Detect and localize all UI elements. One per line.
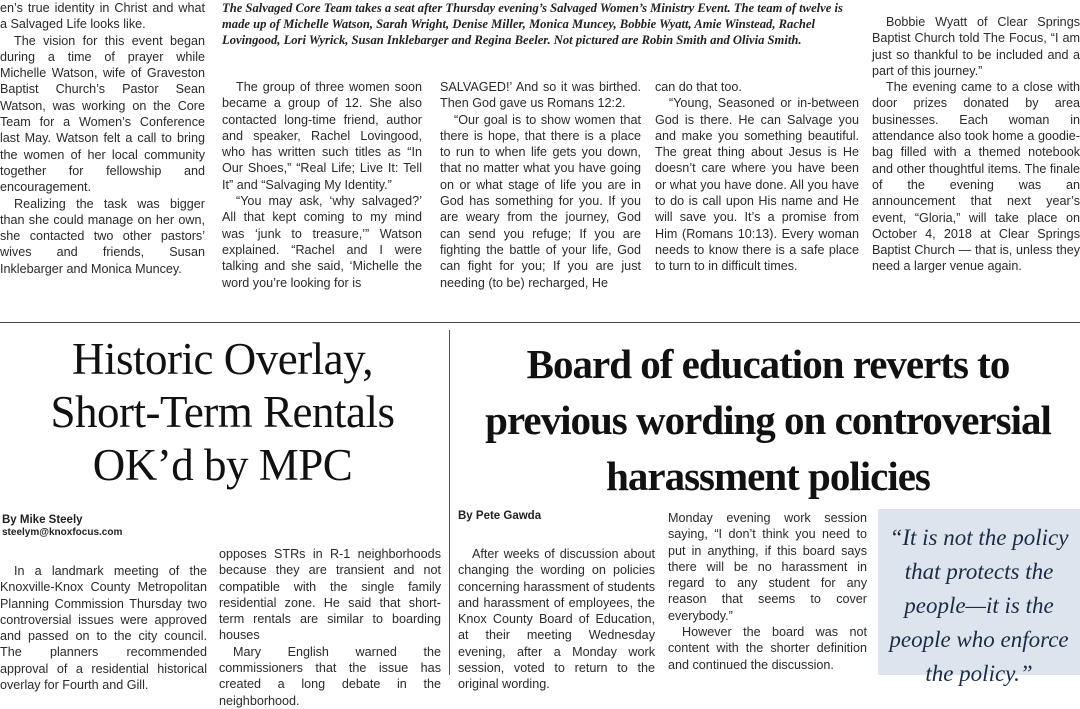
paragraph: The group of three women soon became a group of 12. She also contacted long-time friend, author and speaker, Rachel Lovingood, who has written such titles as “In Our Shoes,” “Real Life; Live It: Tell It” and “Salvaging My Identity.” xyxy=(222,80,422,192)
paragraph: “You may ask, ‘why salvaged?’ All that kept coming to my mind was ‘junk to treasure,’” Watson explained. “Rachel and I were talking and she said, ‘Michelle the word you’re looking for is xyxy=(222,194,422,290)
article2-column-2 xyxy=(668,510,867,675)
article2-column-1 xyxy=(458,546,655,692)
article-divider xyxy=(449,330,450,675)
headline-line: Short-Term Rentals xyxy=(50,387,395,437)
section-divider xyxy=(0,322,1080,323)
pull-quote: “It is not the policy that protects the people—it is the people who enforce the policy.” xyxy=(878,509,1080,675)
top-column-1 xyxy=(0,0,205,308)
top-column-5 xyxy=(872,14,1080,310)
article2-byline: By Pete Gawda xyxy=(458,510,542,522)
paragraph: opposes STRs in R-1 neighborhoods because they are transient and not compatible with the single family residential zone. He said that short-term rentals are similar to boarding houses xyxy=(219,547,441,643)
top-column-2 xyxy=(222,79,422,309)
paragraph: After weeks of discussion about changing the wording on policies concerning harassment of students and harassment of employees, the Knox County Board of Education, at their meeting Wednesday evening, after a Monday work session, voted to return to the original wording. xyxy=(458,547,655,692)
paragraph: Bobbie Wyatt of Clear Springs Baptist Church told The Focus, “I am just so thankful to be included and a part of this journey.” xyxy=(872,15,1080,78)
headline-line: Board of education reverts to xyxy=(526,341,1010,387)
top-column-3 xyxy=(440,79,641,309)
paragraph: can do that too. xyxy=(655,80,742,94)
paragraph: Mary English warned the commissioners that the issue has created a long debate in the neighborhood. xyxy=(219,644,441,708)
paragraph: The vision for this event began during a time of prayer while Michelle Watson, wife of Graveston Baptist Church’s Pastor Sean Watson, was working on the Core Team for a Women’s Conference last May. Watson felt a call to bring the women of her local community together for fellowship and encouragement. xyxy=(0,33,205,195)
paragraph: “Young, Seasoned or in-between God is there. He can Salvage you and make you something beautiful. The great thing about Jesus is He doesn’t care where you have been or what you have done. All you have to do is call upon His name and He will save you. It’s a promise from Him (Romans 10:13). Every woman needs to know there is a safe place to turn to in difficult times. xyxy=(655,96,859,274)
headline-line: OK’d by MPC xyxy=(92,440,353,490)
paragraph: “Our goal is to show women that there is hope, that there is a place to run to when life gets you down, that no matter what you have going on or what stage of life you are in God has something for you. If you are weary from the journey, God can send you refuge; If you are fighting the battle of your life, God can fight for you; If you are just needing (to be) recharged, He xyxy=(440,112,641,290)
paragraph: The evening came to a close with door prizes donated by area businesses. Each woman in attendance also took home a goodie-bag filled with a themed notebook and other thoughtful items. The finale of the evening was an announcement that next year’s event, “Gloria,” will take place on October 4, 2018 at Clear Springs Baptist Church — that is, unless they need a larger venue again. xyxy=(872,80,1080,274)
paragraph: SALVAGED!’ And so it was birthed. Then God gave us Romans 12:2. xyxy=(440,80,641,111)
headline-line: harassment policies xyxy=(606,453,930,499)
article1-email: steelym@knoxfocus.com xyxy=(2,527,123,538)
photo-caption: The Salvaged Core Team takes a seat after Thursday evening’s Salvaged Women’s Ministry Event. The team of twelve is made up of Michelle Watson, Sarah Wright, Denise Miller, Monica Muncey, Bobbie Wyatt, Amie Winstead, Rachel Lovingood, Lori Wyrick, Susan Inklebarger and Regina Beeler. Not pictured are Robin Smith and Olivia Smith. xyxy=(222,1,843,47)
paragraph: Realizing the task was bigger than she could manage on her own, she contacted two other pastors’ wives and friends, Susan Inklebarger and Monica Muncey. xyxy=(0,196,205,276)
paragraph: en’s true identity in Christ and what a Salvaged Life looks like. xyxy=(0,1,205,32)
article1-column-2 xyxy=(219,546,441,708)
paragraph: However the board was not content with the shorter definition and continued the discussion. xyxy=(668,625,867,672)
headline-line: previous wording on controversial xyxy=(485,397,1051,443)
paragraph: In a landmark meeting of the Knoxville-Knox County Metropolitan Planning Commission Thursday two controversial issues were approved and passed on to the city council. The planners recommended approval of a residential historical overlay for Fourth and Gill. xyxy=(0,564,207,693)
article1-byline: By Mike Steely xyxy=(2,514,83,526)
article1-headline xyxy=(0,333,445,492)
paragraph: Monday evening work session saying, “I don’t think you need to put in anything, if this board says there will be no harassment in regard to any student for any reason that seems to cover everybody.” xyxy=(668,511,867,623)
top-column-4 xyxy=(655,79,859,309)
headline-line: Historic Overlay, xyxy=(72,334,373,384)
article1-column-1 xyxy=(0,563,207,693)
article2-headline xyxy=(456,336,1080,504)
